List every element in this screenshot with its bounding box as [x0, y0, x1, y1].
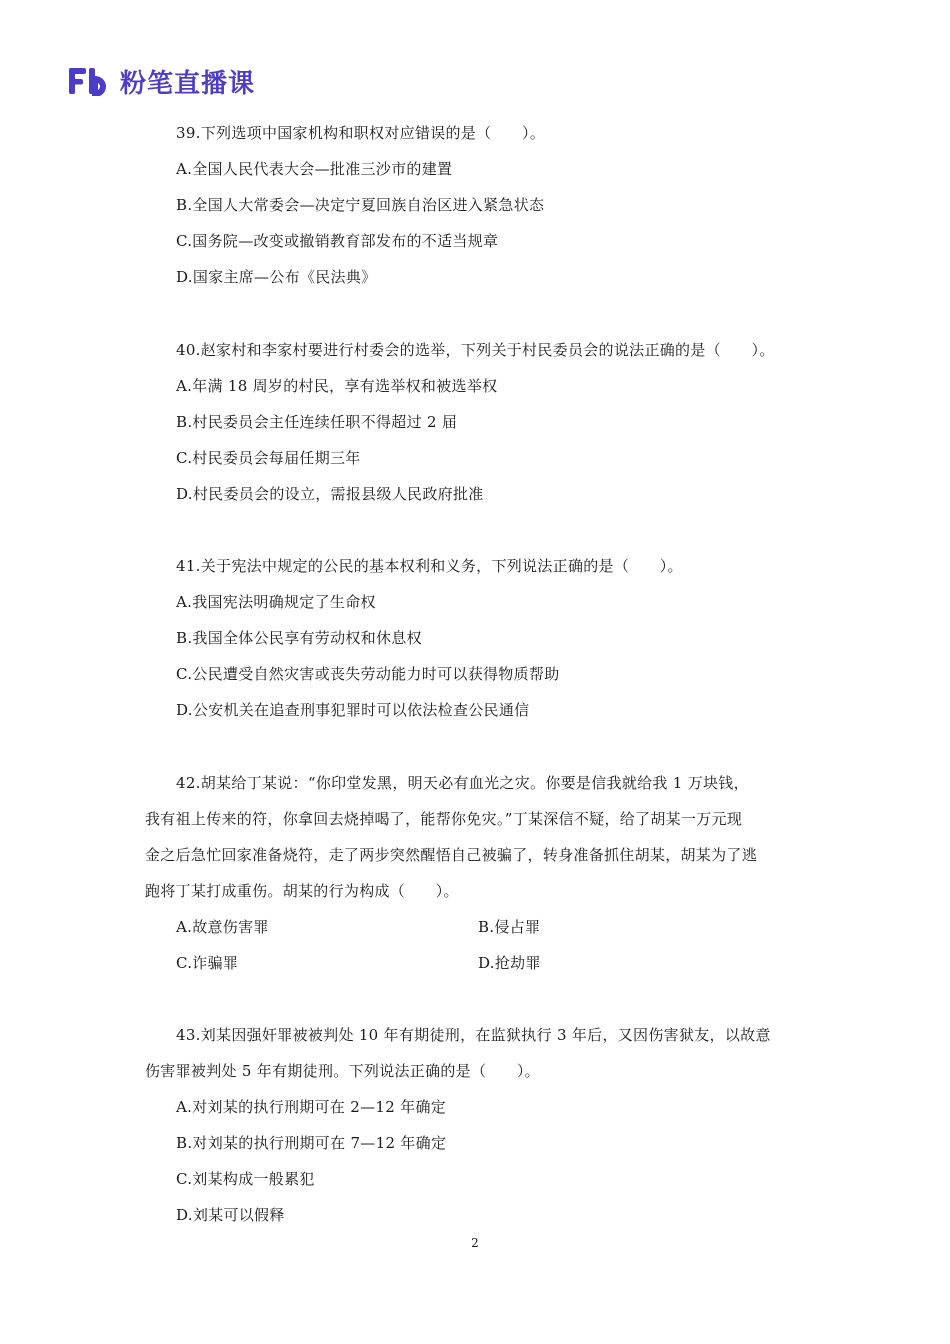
page-number: 2 [471, 1236, 479, 1250]
question-39-option-c: C.国务院—改变或撤销教育部发布的不适当规章 [176, 232, 499, 250]
question-42-stem-line-2: 我有祖上传来的符，你拿回去烧掉喝了，能帮你免灾。”丁某深信不疑，给了胡某一万元现 [145, 810, 743, 828]
question-41-stem: 41.关于宪法中规定的公民的基本权利和义务，下列说法正确的是（ ）。 [176, 557, 683, 575]
question-41-option-c: C.公民遭受自然灾害或丧失劳动能力时可以获得物质帮助 [176, 665, 560, 683]
question-42-stem-line-4: 跑将丁某打成重伤。胡某的行为构成（ ）。 [145, 882, 459, 900]
question-40-option-a: A.年满 18 周岁的村民，享有选举权和被选举权 [176, 377, 498, 395]
question-39-option-d: D.国家主席—公布《民法典》 [176, 268, 377, 286]
question-42-option-c: C.诈骗罪 [176, 954, 239, 972]
question-42-stem-line-3: 金之后急忙回家准备烧符，走了两步突然醒悟自己被骗了，转身准备抓住胡某，胡某为了逃 [145, 846, 758, 864]
question-40-option-b: B.村民委员会主任连续任职不得超过 2 届 [176, 413, 458, 431]
question-43-option-a: A.对刘某的执行刑期可在 2—12 年确定 [176, 1098, 447, 1116]
question-39-stem: 39.下列选项中国家机构和职权对应错误的是（ ）。 [176, 124, 546, 142]
question-40-option-d: D.村民委员会的设立，需报县级人民政府批准 [176, 485, 484, 503]
question-40-option-c: C.村民委员会每届任期三年 [176, 449, 361, 467]
question-42-stem-line-1: 42.胡某给丁某说：“你印堂发黑，明天必有血光之灾。你要是信我就给我 1 万块钱， [176, 774, 749, 792]
question-42-option-d: D.抢劫罪 [478, 954, 541, 972]
question-41-option-b: B.我国全体公民享有劳动权和休息权 [176, 629, 422, 647]
question-42-option-a: A.故意伤害罪 [176, 918, 269, 936]
question-43-stem-line-1: 43.刘某因强奸罪被被判处 10 年有期徒刑，在监狱执行 3 年后，又因伤害狱友，以故意 [176, 1026, 771, 1044]
question-39-option-b: B.全国人大常委会—决定宁夏回族自治区进入紧急状态 [176, 196, 545, 214]
question-43-option-b: B.对刘某的执行刑期可在 7—12 年确定 [176, 1134, 447, 1152]
question-43-option-c: C.刘某构成一般累犯 [176, 1170, 315, 1188]
question-42-option-b: B.侵占罪 [478, 918, 541, 936]
question-41-option-a: A.我国宪法明确规定了生命权 [176, 593, 376, 611]
question-39-option-a: A.全国人民代表大会—批准三沙市的建置 [176, 160, 453, 178]
question-40-stem: 40.赵家村和李家村要进行村委会的选举，下列关于村民委员会的说法正确的是（ ）。 [176, 341, 775, 359]
question-43-option-d: D.刘某可以假释 [176, 1206, 285, 1224]
logo-text: 粉笔直播课 [120, 68, 256, 99]
question-41-option-d: D.公安机关在追查刑事犯罪时可以依法检查公民通信 [176, 701, 530, 719]
brand-logo [68, 64, 255, 98]
fenbi-logo-icon [68, 66, 112, 96]
question-43-stem-line-2: 伤害罪被判处 5 年有期徒刑。下列说法正确的是（ ）。 [145, 1062, 540, 1080]
